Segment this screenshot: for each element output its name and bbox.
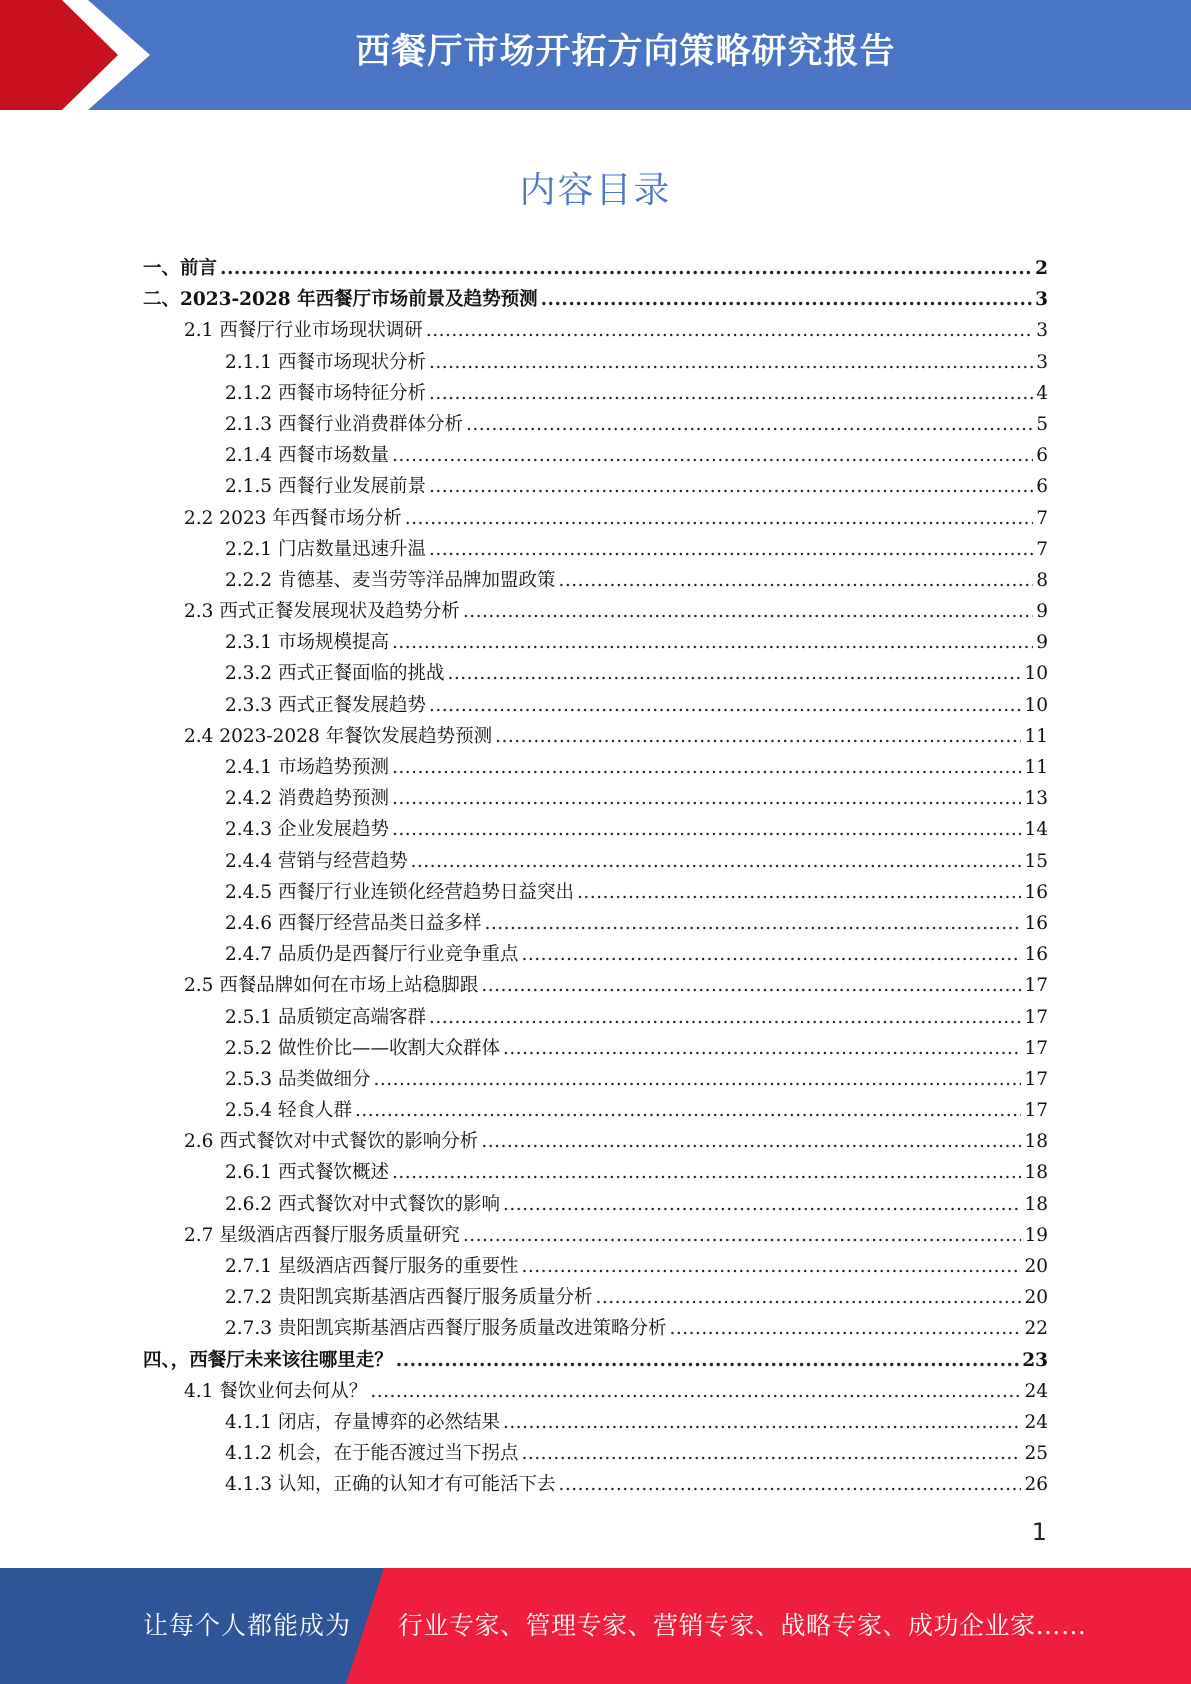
toc-entry-page: 24 <box>1024 1411 1048 1433</box>
toc-entry-page: 20 <box>1024 1287 1048 1309</box>
toc-entry-label: 2.7.1 星级酒店西餐厅服务的重要性 <box>225 1256 519 1277</box>
toc-entry-label: 2.4.6 西餐厅经营品类日益多样 <box>225 912 482 934</box>
toc-leader-dots <box>392 819 1021 840</box>
toc-entry-page: 11 <box>1024 725 1048 747</box>
toc-leader-dots <box>429 695 1021 716</box>
toc-entry-page: 9 <box>1036 632 1048 654</box>
toc-entry-page: 7 <box>1036 507 1048 529</box>
toc-leader-dots <box>463 601 1033 622</box>
toc-entry-page: 15 <box>1024 850 1048 872</box>
toc-entry[interactable] <box>143 691 1048 722</box>
toc-entry-label: 2.5.3 品类做细分 <box>225 1068 371 1090</box>
toc-leader-dots <box>355 1100 1022 1121</box>
toc-leader-dots <box>392 1162 1021 1183</box>
toc-entry[interactable] <box>143 1127 1048 1158</box>
toc-entry[interactable] <box>143 566 1048 597</box>
toc-leader-dots <box>447 663 1021 684</box>
toc-leader-dots <box>521 1256 1021 1277</box>
toc-leader-dots <box>220 258 1032 279</box>
toc-leader-dots <box>463 1225 1022 1246</box>
toc-entry-page: 2 <box>1035 258 1048 279</box>
toc-entry-label: 2.6.2 西式餐饮对中式餐饮的影响 <box>225 1193 500 1215</box>
toc-entry-label: 4.1.1 闭店，存量博弈的必然结果 <box>225 1411 500 1433</box>
toc-entry[interactable] <box>143 285 1048 316</box>
toc-entry-label: 2.4.4 营销与经营趋势 <box>225 850 408 872</box>
toc-entry-page: 5 <box>1036 413 1048 435</box>
toc-entry-label: 2.6.1 西式餐饮概述 <box>225 1162 389 1184</box>
toc-entry-page: 18 <box>1024 1193 1048 1215</box>
toc-entry-label: 2.3.2 西式正餐面临的挑战 <box>225 663 445 685</box>
toc-entry[interactable] <box>143 1346 1048 1377</box>
toc-leader-dots <box>396 1350 1019 1371</box>
toc-entry-page: 6 <box>1036 445 1048 467</box>
toc-entry-page: 26 <box>1024 1474 1048 1496</box>
toc-entry[interactable] <box>143 1158 1048 1189</box>
toc-entry-label: 2.4.5 西餐厅行业连锁化经营趋势日益突出 <box>225 881 574 903</box>
toc-entry-label: 2.4.1 市场趋势预测 <box>225 757 389 778</box>
toc-entry[interactable] <box>143 1190 1048 1221</box>
toc-entry-label: 4.1.2 机会，在于能否渡过当下拐点 <box>225 1443 519 1465</box>
toc-leader-dots <box>429 383 1033 404</box>
toc-entry[interactable] <box>143 1439 1048 1470</box>
toc-leader-dots <box>370 1381 1021 1402</box>
toc-leader-dots <box>410 851 1021 872</box>
toc-entry-label: 2.1.4 西餐市场数量 <box>225 445 389 467</box>
table-of-contents <box>143 254 1048 1502</box>
toc-entry-label: 2.7 星级酒店西餐厅服务质量研究 <box>184 1224 460 1246</box>
toc-entry-page: 16 <box>1024 912 1048 934</box>
toc-entry[interactable] <box>143 535 1048 566</box>
toc-leader-dots <box>392 445 1033 466</box>
toc-entry-label: 2.1.5 西餐行业发展前景 <box>225 476 426 498</box>
toc-entry-label: 2.5.4 轻食人群 <box>225 1100 352 1122</box>
toc-entry-page: 24 <box>1024 1380 1048 1402</box>
toc-leader-dots <box>392 632 1033 653</box>
toc-entry[interactable] <box>143 348 1048 379</box>
toc-entry[interactable] <box>143 1003 1048 1034</box>
toc-entry-page: 17 <box>1024 1100 1048 1122</box>
toc-entry-page: 17 <box>1024 1037 1048 1059</box>
toc-entry-page: 20 <box>1024 1256 1048 1277</box>
toc-entry[interactable] <box>143 1034 1048 1065</box>
toc-entry-page: 8 <box>1036 569 1048 591</box>
toc-entry-page: 18 <box>1024 1131 1048 1153</box>
toc-entry-page: 10 <box>1024 663 1048 685</box>
toc-entry-page: 16 <box>1024 944 1048 966</box>
toc-leader-dots <box>595 1287 1021 1308</box>
toc-leader-dots <box>521 944 1021 965</box>
toc-entry[interactable] <box>143 504 1048 535</box>
toc-entry-label: 2.5.1 品质锁定高端客群 <box>225 1006 426 1028</box>
toc-entry-label: 2.5.2 做性价比——收割大众群体 <box>225 1037 500 1059</box>
page-number: 1 <box>1031 1518 1047 1546</box>
toc-entry-page: 17 <box>1024 1068 1048 1090</box>
toc-leader-dots <box>392 757 1021 778</box>
toc-leader-dots <box>392 788 1021 809</box>
toc-entry-page: 23 <box>1022 1349 1048 1371</box>
toc-leader-dots <box>503 1194 1021 1215</box>
toc-entry[interactable] <box>143 1096 1048 1127</box>
toc-entry[interactable] <box>143 1065 1048 1096</box>
toc-entry[interactable] <box>143 316 1048 347</box>
toc-entry[interactable] <box>143 847 1048 878</box>
toc-entry-page: 13 <box>1024 788 1048 810</box>
toc-leader-dots <box>373 1069 1021 1090</box>
page-footer <box>0 1568 1191 1684</box>
toc-leader-dots <box>669 1318 1021 1339</box>
toc-entry-label: 一、前言 <box>143 258 218 279</box>
toc-entry[interactable] <box>143 1283 1048 1314</box>
toc-leader-dots <box>429 352 1033 373</box>
toc-entry-label: 2.1.3 西餐行业消费群体分析 <box>225 413 463 435</box>
toc-entry-page: 3 <box>1036 351 1048 373</box>
toc-entry-label: 2.3.1 市场规模提高 <box>225 632 389 654</box>
toc-entry[interactable] <box>143 909 1048 940</box>
toc-entry[interactable] <box>143 971 1048 1002</box>
toc-leader-dots <box>521 1443 1021 1464</box>
footer-slogan-right: 行业专家、管理专家、营销专家、战略专家、成功企业家…… <box>398 1611 1087 1640</box>
toc-entry-label: 2.5 西餐品牌如何在市场上站稳脚跟 <box>184 975 479 997</box>
toc-entry-label: 二、2023-2028 年西餐厅市场前景及趋势预测 <box>143 289 538 311</box>
toc-entry-page: 22 <box>1024 1318 1048 1340</box>
toc-leader-dots <box>429 1007 1021 1028</box>
footer-slogan-left: 让每个人都能成为 <box>143 1611 352 1640</box>
toc-entry-label: 2.4.7 品质仍是西餐厅行业竞争重点 <box>225 944 519 966</box>
toc-entry-page: 18 <box>1024 1162 1048 1184</box>
toc-entry[interactable] <box>143 1470 1048 1501</box>
toc-entry-label: 2.7.2 贵阳凯宾斯基酒店西餐厅服务质量分析 <box>225 1287 593 1309</box>
toc-entry-label: 2.4.2 消费趋势预测 <box>225 788 389 810</box>
toc-entry[interactable] <box>143 940 1048 971</box>
toc-entry-page: 10 <box>1024 694 1048 716</box>
report-title: 西餐厅市场开拓方向策略研究报告 <box>355 32 896 72</box>
toc-leader-dots <box>577 882 1021 903</box>
toc-leader-dots <box>429 539 1033 560</box>
toc-entry-label: 2.3 西式正餐发展现状及趋势分析 <box>184 601 460 623</box>
toc-entry[interactable] <box>143 1252 1048 1283</box>
toc-entry[interactable] <box>143 1314 1048 1345</box>
toc-entry-label: 2.4 2023-2028 年餐饮发展趋势预测 <box>184 725 493 747</box>
toc-entry-page: 6 <box>1036 476 1048 498</box>
toc-entry-page: 11 <box>1024 757 1048 778</box>
toc-entry-label: 4.1 餐饮业何去何从？ <box>184 1380 368 1402</box>
toc-entry-label: 2.4.3 企业发展趋势 <box>225 819 389 841</box>
toc-leader-dots <box>466 414 1033 435</box>
toc-entry[interactable] <box>143 597 1048 628</box>
toc-entry-label: 2.2.2 肯德基、麦当劳等洋品牌加盟政策 <box>225 569 556 591</box>
toc-entry-page: 3 <box>1036 320 1048 342</box>
toc-leader-dots <box>429 476 1033 497</box>
toc-entry-label: 2.1.1 西餐市场现状分析 <box>225 351 426 373</box>
toc-entry[interactable] <box>143 784 1048 815</box>
toc-leader-dots <box>558 570 1033 591</box>
toc-leader-dots <box>541 289 1033 310</box>
toc-entry-page: 4 <box>1036 382 1048 404</box>
toc-leader-dots <box>405 508 1033 529</box>
toc-entry-label: 2.2 2023 年西餐市场分析 <box>184 507 402 529</box>
toc-entry-label: 2.3.3 西式正餐发展趋势 <box>225 694 426 716</box>
toc-entry[interactable] <box>143 410 1048 441</box>
toc-entry-label: 4.1.3 认知，正确的认知才有可能活下去 <box>225 1474 556 1496</box>
toc-leader-dots <box>481 1131 1021 1152</box>
toc-entry-page: 17 <box>1024 975 1048 997</box>
toc-entry-page: 19 <box>1024 1224 1048 1246</box>
toc-entry[interactable] <box>143 441 1048 472</box>
toc-entry[interactable] <box>143 472 1048 503</box>
toc-entry[interactable] <box>143 753 1048 784</box>
toc-entry[interactable] <box>143 254 1048 285</box>
toc-heading: 内容目录 <box>519 170 672 211</box>
toc-entry[interactable] <box>143 379 1048 410</box>
toc-entry-page: 3 <box>1035 289 1048 311</box>
toc-entry[interactable] <box>143 878 1048 909</box>
toc-entry[interactable] <box>143 1408 1048 1439</box>
toc-leader-dots <box>495 726 1021 747</box>
toc-entry-label: 2.2.1 门店数量迅速升温 <box>225 538 426 560</box>
page-header <box>0 0 1191 110</box>
toc-entry[interactable] <box>143 628 1048 659</box>
toc-entry[interactable] <box>143 722 1048 753</box>
toc-entry-page: 25 <box>1024 1443 1048 1465</box>
toc-entry-label: 2.1 西餐厅行业市场现状调研 <box>184 320 423 342</box>
toc-entry-page: 7 <box>1036 538 1048 560</box>
toc-leader-dots <box>558 1474 1021 1495</box>
toc-entry[interactable] <box>143 1221 1048 1252</box>
toc-entry-page: 16 <box>1024 881 1048 903</box>
toc-entry-label: 2.1.2 西餐市场特征分析 <box>225 382 426 404</box>
toc-entry-page: 9 <box>1036 601 1048 623</box>
toc-leader-dots <box>481 975 1021 996</box>
toc-leader-dots <box>426 320 1033 341</box>
toc-leader-dots <box>503 1412 1021 1433</box>
toc-entry-label: 2.7.3 贵阳凯宾斯基酒店西餐厅服务质量改进策略分析 <box>225 1318 667 1340</box>
toc-entry[interactable] <box>143 815 1048 846</box>
toc-entry[interactable] <box>143 1377 1048 1408</box>
toc-entry-label: 四、，西餐厅未来该往哪里走？ <box>143 1349 393 1371</box>
toc-leader-dots <box>484 913 1021 934</box>
toc-entry-label: 2.6 西式餐饮对中式餐饮的影响分析 <box>184 1131 479 1153</box>
toc-leader-dots <box>503 1038 1021 1059</box>
toc-entry-page: 14 <box>1024 819 1048 841</box>
toc-entry[interactable] <box>143 659 1048 690</box>
toc-entry-page: 17 <box>1024 1006 1048 1028</box>
